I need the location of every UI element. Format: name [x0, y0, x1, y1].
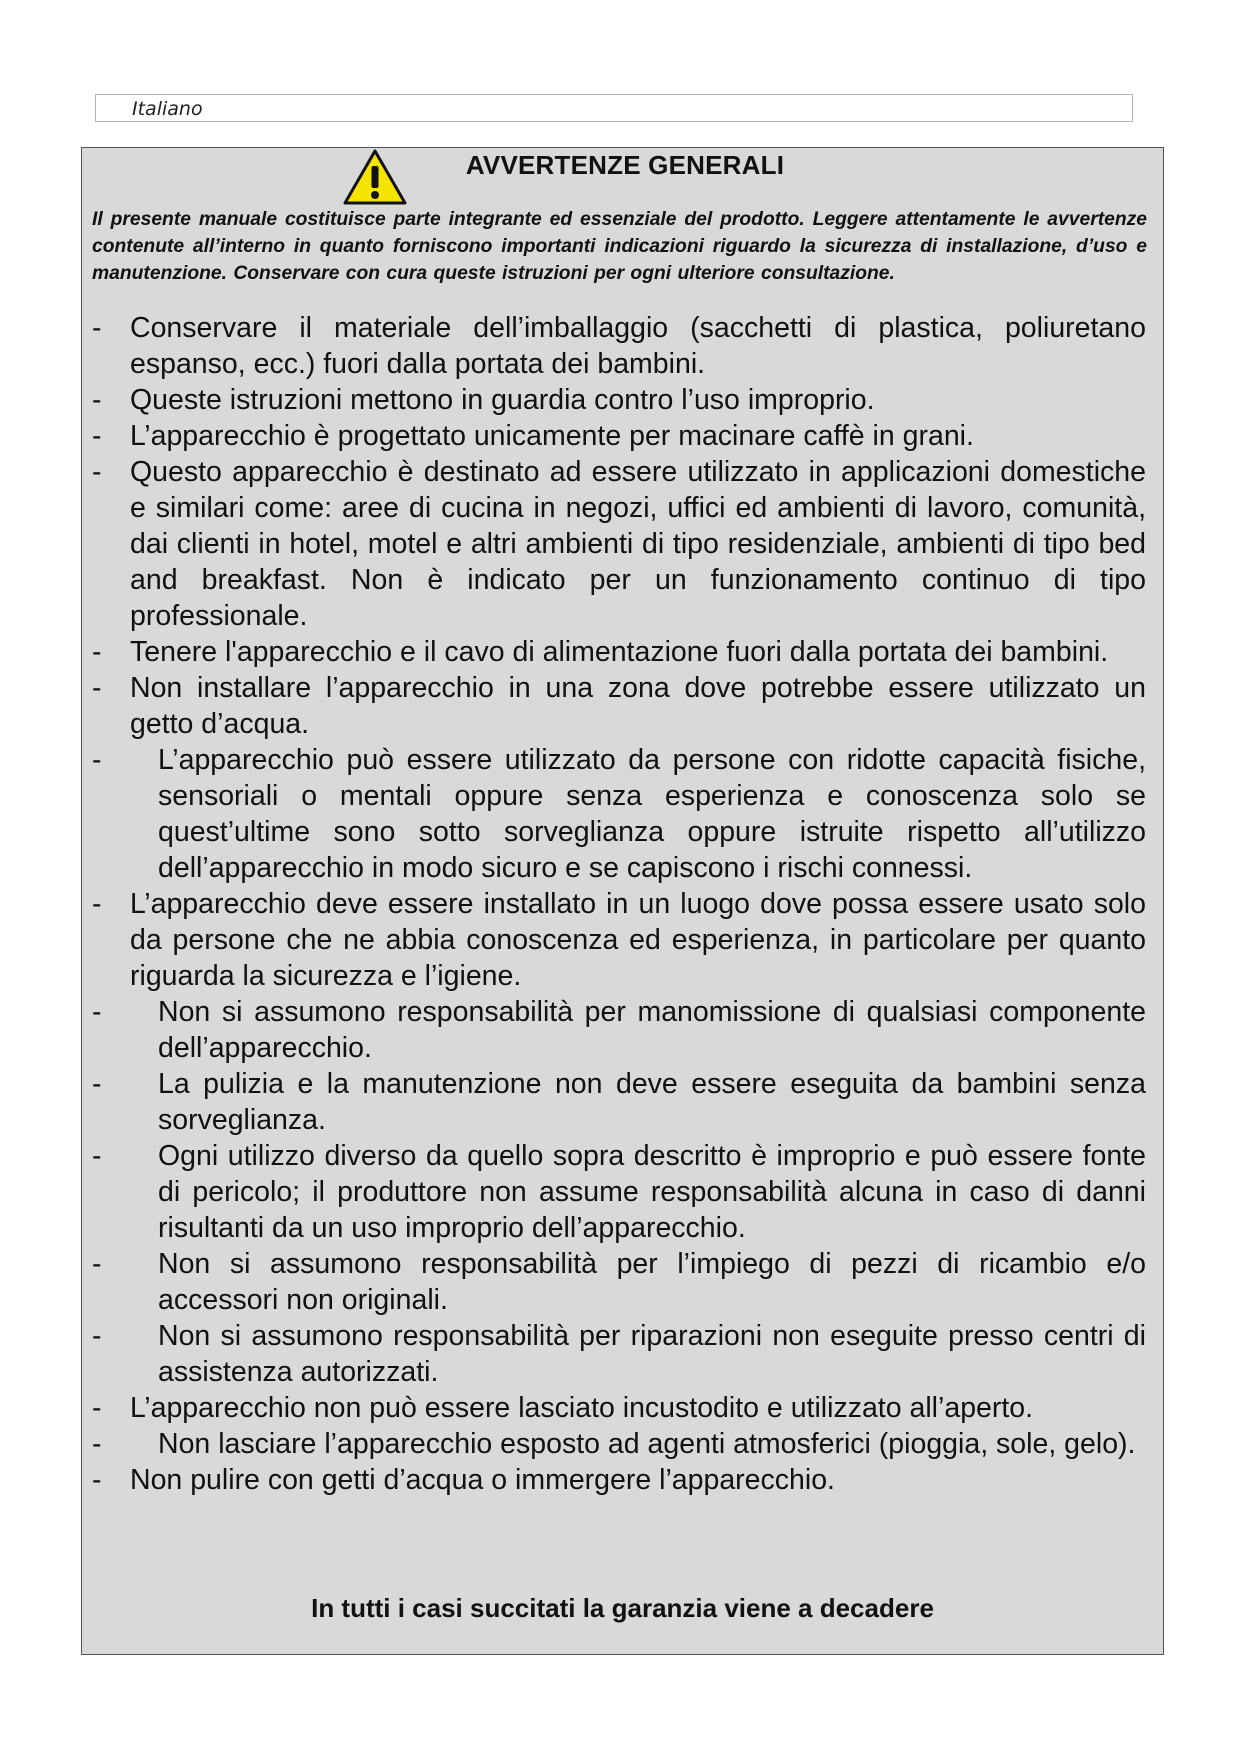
list-item: - Non installare l’apparecchio in una zona dove potrebbe essere utilizzato un getto d’acqua. — [92, 672, 1146, 740]
general-warnings-box — [81, 147, 1164, 1655]
list-item: - L’apparecchio deve essere installato in un luogo dove possa essere usato solo da persone che ne abbia conoscenza ed esperienza, in particolare per quanto riguarda la sicurezza e l’igiene. — [92, 888, 1146, 992]
list-item: - Questo apparecchio è destinato ad essere utilizzato in applicazioni domestiche e similari come: aree di cucina in negozi, uffici ed ambienti di lavoro, comunità, dai clienti in hotel, motel e altri ambienti di tipo residenziale, ambienti di tipo bed and breakfast. Non è indicato per un funzionamento continuo di tipo professionale. — [92, 456, 1146, 632]
list-item: - Ogni utilizzo diverso da quello sopra descritto è improprio e può essere fonte di pericolo; il produttore non assume responsabilità alcuna in caso di danni risultanti da un uso improprio dell’apparecchio. — [92, 1140, 1146, 1244]
language-header-bar — [95, 94, 1133, 122]
list-item: - Queste istruzioni mettono in guardia contro l’uso improprio. — [92, 384, 875, 416]
warnings-intro: Il presente manuale costituisce parte integrante ed essenziale del prodotto. Leggere attentamente le avvertenze contenute all’interno in quanto forniscono importanti indicazioni riguardo la sicurezza di installazione, d’uso e manutenzione. Conservare con cura queste istruzioni per ogni ulteriore consultazione. — [92, 209, 1147, 284]
list-item: - Non si assumono responsabilità per riparazioni non eseguite presso centri di assistenza autorizzati. — [92, 1320, 1146, 1388]
list-item: - L’apparecchio non può essere lasciato incustodito e utilizzato all’aperto. — [92, 1392, 1034, 1424]
list-item: - Non si assumono responsabilità per manomissione di qualsiasi componente dell’apparecchio. — [92, 996, 1146, 1064]
list-item: - Conservare il materiale dell’imballaggio (sacchetti di plastica, poliuretano espanso, ecc.) fuori dalla portata dei bambini. — [92, 312, 1146, 380]
warnings-title: AVVERTENZE GENERALI — [465, 150, 785, 180]
language-label: Italiano — [132, 98, 203, 120]
list-item: - L’apparecchio è progettato unicamente per macinare caffè in grani. — [92, 420, 974, 452]
warranty-footer-note: In tutti i casi succitati la garanzia viene a decadere — [311, 1593, 934, 1623]
list-item: - Non lasciare l’apparecchio esposto ad agenti atmosferici (pioggia, sole, gelo). — [92, 1428, 1136, 1460]
list-item: - Non pulire con getti d’acqua o immergere l’apparecchio. — [92, 1464, 835, 1496]
list-item: - Non si assumono responsabilità per l’impiego di pezzi di ricambio e/o accessori non originali. — [92, 1248, 1146, 1316]
list-item: - La pulizia e la manutenzione non deve essere eseguita da bambini senza sorveglianza. — [92, 1068, 1146, 1136]
warnings-list — [92, 310, 1154, 1498]
list-item: - L’apparecchio può essere utilizzato da persone con ridotte capacità fisiche, sensoriali o mentali oppure senza esperienza e conoscenza solo se quest’ultime sono sotto sorveglianza oppure istruite rispetto all’utilizzo dell’apparecchio in modo sicuro e se capiscono i rischi connessi. — [92, 744, 1146, 884]
list-item: - Tenere l'apparecchio e il cavo di alimentazione fuori dalla portata dei bambini. — [92, 636, 1109, 668]
